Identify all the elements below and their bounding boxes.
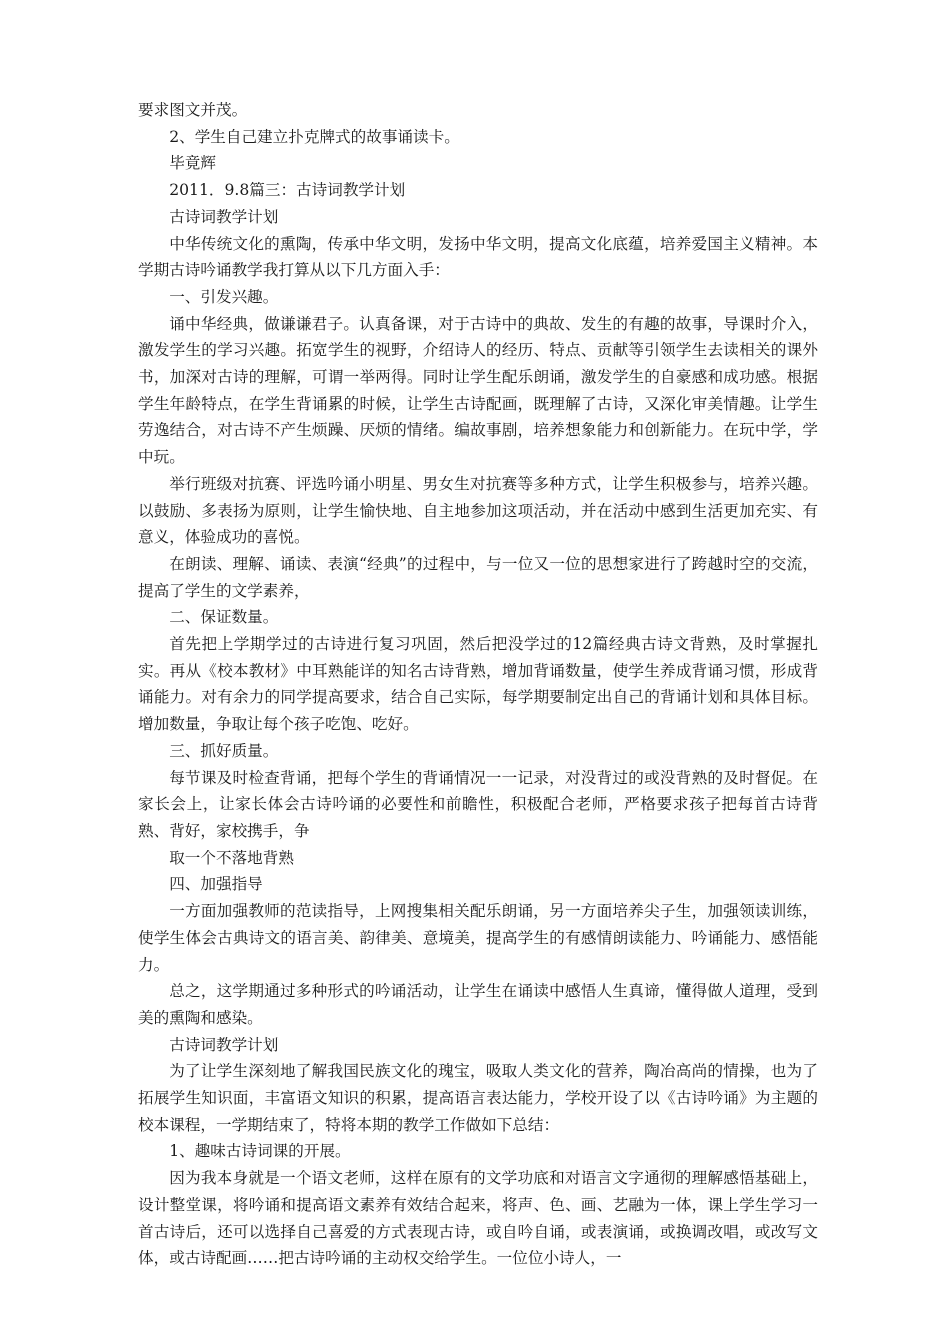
section-heading: 三、抓好质量。 [169,741,279,760]
paragraph: 总之，这学期通过多种形式的吟诵活动，让学生在诵读中感悟人生真谛，懂得做人道理，受到美的熏陶和感染。 [138,982,818,1027]
paragraph: 为了让学生深刻地了解我国民族文化的瑰宝，吸取人类文化的营养，陶冶高尚的情操，也为了拓展学生知识面，丰富语文知识的积累，提高语言表达能力，学校开设了以《古诗吟诵》为主题的校本课程，一学期结束了，特将本期的教学工作做如下总结： [138,1062,818,1134]
section-title: 古诗词教学计划 [169,207,279,226]
paragraph: 在朗读、理解、诵读、表演“经典”的过程中，与一位又一位的思想家进行了跨越时空的交流，提高了学生的文学素养， [138,554,818,600]
date-section-heading: 2011．9.8篇三：古诗词教学计划 [169,181,406,200]
section-heading: 二、保证数量。 [169,608,279,627]
author-name: 毕竟辉 [169,154,216,173]
section-heading: 四、加强指导 [169,875,263,894]
section-heading: 1、趣味古诗词课的开展。 [169,1142,351,1161]
paragraph: 取一个不落地背熟 [169,848,294,867]
section-title: 古诗词教学计划 [169,1035,279,1054]
paragraph: 因为我本身就是一个语文老师，这样在原有的文学功底和对语言文字通彻的理解感悟基础上，设计整堂课，将吟诵和提高语文素养有效结合起来，将声、色、画、艺融为一体，课上学生学习一首古诗后，还可以选择自己喜爱的方式表现古诗，或自吟自诵，或表演诵，或换调改唱，或改写文体，或古诗配画……把古诗吟诵的主动权交给学生。一位位小诗人，一 [138,1169,818,1268]
document-page [138,97,818,1272]
paragraph: 首先把上学期学过的古诗进行复习巩固，然后把没学过的12篇经典古诗文背熟，及时掌握扎实。再从《校本教材》中耳熟能详的知名古诗背熟，增加背诵数量，使学生养成背诵习惯，形成背诵能力。对有余力的同学提高要求，结合自己实际，每学期要制定出自己的背诵计划和具体目标。增加数量，争取让每个孩子吃饱、吃好。 [138,635,818,734]
paragraph: 一方面加强教师的范读指导，上网搜集相关配乐朗诵，另一方面培养尖子生，加强领读训练，使学生体会古典诗文的语言美、韵律美、意境美，提高学生的有感情朗读能力、吟诵能力、感悟能力。 [138,902,818,974]
paragraph: 要求图文并茂。 [138,101,248,119]
paragraph: 诵中华经典，做谦谦君子。认真备课，对于古诗中的典故、发生的有趣的故事，导课时介入，激发学生的学习兴趣。拓宽学生的视野，介绍诗人的经历、特点、贡献等引领学生去读相关的课外书，加深对古诗的理解，可谓一举两得。同时让学生配乐朗诵，激发学生的自豪感和成功感。根据学生年龄特点，在学生背诵累的时候，让学生古诗配画，既理解了古诗，又深化审美情趣。让学生劳逸结合，对古诗不产生烦躁、厌烦的情绪。编故事剧，培养想象能力和创新能力。在玩中学，学中玩。 [138,314,818,467]
section-heading: 一、引发兴趣。 [169,287,279,306]
paragraph: 举行班级对抗赛、评选吟诵小明星、男女生对抗赛等多种方式，让学生积极参与，培养兴趣。以鼓励、多表扬为原则，让学生愉快地、自主地参加这项活动，并在活动中感到生活更加充实、有意义，体验成功的喜悦。 [138,474,818,547]
list-item: 2、学生自己建立扑克牌式的故事诵读卡。 [169,127,460,146]
paragraph: 中华传统文化的熏陶，传承中华文明，发扬中华文明，提高文化底蕴，培养爱国主义精神。本学期古诗吟诵教学我打算从以下几方面入手： [138,234,818,280]
paragraph: 每节课及时检查背诵，把每个学生的背诵情况一一记录，对没背过的或没背熟的及时督促。在家长会上，让家长体会古诗吟诵的必要性和前瞻性，积极配合老师，严格要求孩子把每首古诗背熟、背好，家校携手，争 [138,768,818,840]
